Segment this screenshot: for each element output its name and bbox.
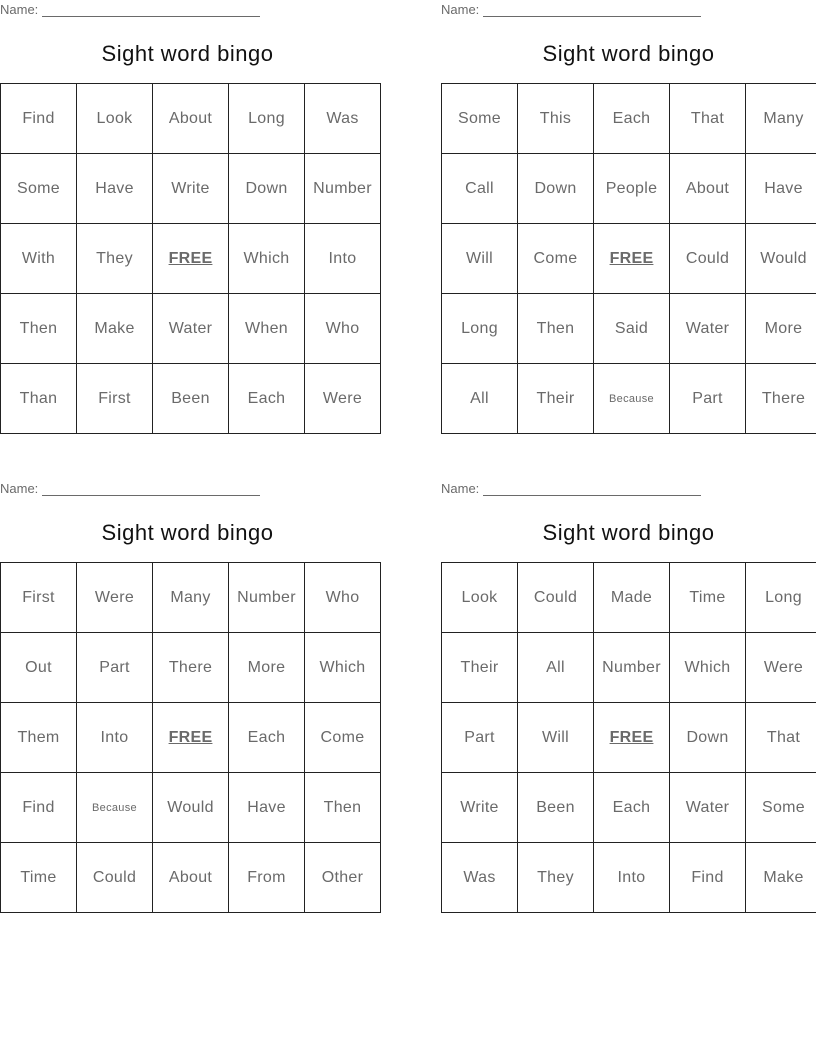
bingo-cell[interactable]: Made <box>594 563 670 633</box>
grid-row <box>442 364 816 434</box>
bingo-cell[interactable]: Will <box>518 703 594 773</box>
bingo-cell[interactable]: About <box>153 843 229 913</box>
bingo-card-3 <box>0 479 375 911</box>
bingo-cell[interactable]: Them <box>1 703 77 773</box>
bingo-cell[interactable]: Than <box>1 364 77 434</box>
card-title: Sight word bingo <box>101 520 274 545</box>
grid-row <box>1 154 381 224</box>
bingo-cell[interactable]: With <box>1 224 77 294</box>
bingo-cell[interactable]: Number <box>305 154 381 224</box>
bingo-cell[interactable]: People <box>594 154 670 224</box>
bingo-cell[interactable]: Then <box>1 294 77 364</box>
bingo-cell[interactable]: Down <box>670 703 746 773</box>
grid-row <box>442 773 816 843</box>
card-title: Sight word bingo <box>542 41 715 66</box>
bingo-cell[interactable]: Could <box>518 563 594 633</box>
name-label: Name: <box>441 481 480 496</box>
bingo-cell[interactable]: There <box>746 364 816 434</box>
bingo-cell[interactable]: Was <box>442 843 518 913</box>
bingo-cell[interactable]: More <box>229 633 305 703</box>
bingo-card-4 <box>441 479 816 911</box>
bingo-cell[interactable]: Look <box>77 84 153 154</box>
bingo-cell[interactable]: Write <box>442 773 518 843</box>
bingo-grid <box>0 83 381 434</box>
bingo-cell[interactable]: Could <box>77 843 153 913</box>
bingo-cell[interactable]: Find <box>1 773 77 843</box>
bingo-cell[interactable]: Many <box>746 84 816 154</box>
bingo-cell[interactable]: Each <box>229 703 305 773</box>
bingo-cell[interactable]: Come <box>305 703 381 773</box>
bingo-cell[interactable]: Who <box>305 294 381 364</box>
name-label: Name: <box>441 2 480 17</box>
bingo-cell[interactable]: About <box>670 154 746 224</box>
bingo-cell[interactable]: First <box>77 364 153 434</box>
grid-row <box>1 294 381 364</box>
name-blank-line[interactable] <box>42 2 260 17</box>
bingo-cell[interactable]: Some <box>442 84 518 154</box>
bingo-cell[interactable]: Some <box>746 773 816 843</box>
grid-row <box>442 154 816 224</box>
bingo-cell[interactable]: Number <box>229 563 305 633</box>
bingo-cell[interactable]: Other <box>305 843 381 913</box>
bingo-cell[interactable]: All <box>518 633 594 703</box>
bingo-cell[interactable]: Each <box>594 84 670 154</box>
bingo-cell[interactable]: That <box>670 84 746 154</box>
bingo-cell[interactable]: Water <box>153 294 229 364</box>
bingo-cell[interactable]: Long <box>442 294 518 364</box>
bingo-cell[interactable]: Write <box>153 154 229 224</box>
bingo-cell[interactable]: Into <box>594 843 670 913</box>
grid-row <box>1 633 381 703</box>
grid-row <box>1 703 381 773</box>
bingo-cell[interactable]: First <box>1 563 77 633</box>
name-blank-line[interactable] <box>42 481 260 496</box>
bingo-cell[interactable]: Number <box>594 633 670 703</box>
bingo-cell[interactable]: This <box>518 84 594 154</box>
bingo-cell[interactable]: Each <box>594 773 670 843</box>
bingo-cell[interactable]: Were <box>746 633 816 703</box>
bingo-card-2 <box>441 0 816 432</box>
grid-row <box>442 703 816 773</box>
name-field <box>0 481 260 497</box>
grid-row <box>442 294 816 364</box>
bingo-cell[interactable]: Have <box>229 773 305 843</box>
bingo-cell[interactable]: Part <box>77 633 153 703</box>
grid-row <box>442 224 816 294</box>
bingo-cell[interactable]: Could <box>670 224 746 294</box>
bingo-cell[interactable]: Long <box>229 84 305 154</box>
bingo-cell[interactable]: Would <box>153 773 229 843</box>
bingo-cell[interactable]: Because <box>77 773 153 843</box>
name-field <box>441 2 701 18</box>
bingo-cell[interactable]: Many <box>153 563 229 633</box>
grid-row <box>1 224 381 294</box>
bingo-cell[interactable]: Long <box>746 563 816 633</box>
bingo-cell[interactable]: Come <box>518 224 594 294</box>
bingo-cell[interactable]: Would <box>746 224 816 294</box>
bingo-cell[interactable]: Look <box>442 563 518 633</box>
bingo-cell[interactable]: Then <box>518 294 594 364</box>
bingo-cell[interactable]: When <box>229 294 305 364</box>
bingo-cell[interactable]: Each <box>229 364 305 434</box>
bingo-cell[interactable]: Down <box>229 154 305 224</box>
bingo-cell[interactable]: Time <box>670 563 746 633</box>
bingo-cell[interactable]: Have <box>746 154 816 224</box>
bingo-card-1 <box>0 0 375 432</box>
bingo-cell[interactable]: Were <box>305 364 381 434</box>
name-field <box>441 481 701 497</box>
name-blank-line[interactable] <box>483 2 701 17</box>
card-title: Sight word bingo <box>101 41 274 66</box>
bingo-cell[interactable]: Find <box>1 84 77 154</box>
bingo-cell[interactable]: Said <box>594 294 670 364</box>
bingo-cell[interactable]: More <box>746 294 816 364</box>
bingo-cell[interactable]: They <box>518 843 594 913</box>
grid-row <box>1 563 381 633</box>
bingo-grid <box>441 83 816 434</box>
bingo-cell[interactable]: Which <box>305 633 381 703</box>
bingo-cell[interactable]: Make <box>746 843 816 913</box>
bingo-cell[interactable]: Part <box>670 364 746 434</box>
card-title: Sight word bingo <box>542 520 715 545</box>
bingo-cell[interactable]: Been <box>153 364 229 434</box>
bingo-cell[interactable]: Part <box>442 703 518 773</box>
bingo-cell[interactable]: Will <box>442 224 518 294</box>
free-space-cell[interactable]: FREE <box>153 224 229 294</box>
grid-row <box>1 364 381 434</box>
bingo-cell[interactable]: Their <box>442 633 518 703</box>
grid-row <box>1 773 381 843</box>
free-space-cell[interactable]: FREE <box>153 703 229 773</box>
bingo-cell[interactable]: Because <box>594 364 670 434</box>
grid-row <box>1 843 381 913</box>
bingo-cell[interactable]: Which <box>229 224 305 294</box>
bingo-grid <box>441 562 816 913</box>
bingo-cell[interactable]: Water <box>670 773 746 843</box>
bingo-cell[interactable]: That <box>746 703 816 773</box>
bingo-cell[interactable]: Water <box>670 294 746 364</box>
grid-row <box>1 84 381 154</box>
free-space-cell[interactable]: FREE <box>594 703 670 773</box>
bingo-cell[interactable]: From <box>229 843 305 913</box>
bingo-cell[interactable]: Who <box>305 563 381 633</box>
bingo-cell[interactable]: Was <box>305 84 381 154</box>
bingo-cell[interactable]: Into <box>77 703 153 773</box>
bingo-cell[interactable]: Time <box>1 843 77 913</box>
bingo-cell[interactable]: Then <box>305 773 381 843</box>
name-field <box>0 2 260 18</box>
grid-row <box>442 84 816 154</box>
bingo-cell[interactable]: They <box>77 224 153 294</box>
bingo-grid <box>0 562 381 913</box>
bingo-cell[interactable]: Find <box>670 843 746 913</box>
bingo-cell[interactable]: Have <box>77 154 153 224</box>
bingo-cell[interactable]: Make <box>77 294 153 364</box>
bingo-cell[interactable]: All <box>442 364 518 434</box>
bingo-cell[interactable]: Down <box>518 154 594 224</box>
name-label: Name: <box>0 481 39 496</box>
bingo-cell[interactable]: About <box>153 84 229 154</box>
bingo-cell[interactable]: Been <box>518 773 594 843</box>
name-blank-line[interactable] <box>483 481 701 496</box>
bingo-cell[interactable]: Out <box>1 633 77 703</box>
bingo-cell[interactable]: Their <box>518 364 594 434</box>
grid-row <box>442 843 816 913</box>
bingo-cell[interactable]: Some <box>1 154 77 224</box>
free-space-cell[interactable]: FREE <box>594 224 670 294</box>
bingo-cell[interactable]: Call <box>442 154 518 224</box>
grid-row <box>442 633 816 703</box>
grid-row <box>442 563 816 633</box>
name-label: Name: <box>0 2 39 17</box>
bingo-cell[interactable]: Which <box>670 633 746 703</box>
bingo-cell[interactable]: There <box>153 633 229 703</box>
bingo-cell[interactable]: Into <box>305 224 381 294</box>
bingo-cell[interactable]: Were <box>77 563 153 633</box>
